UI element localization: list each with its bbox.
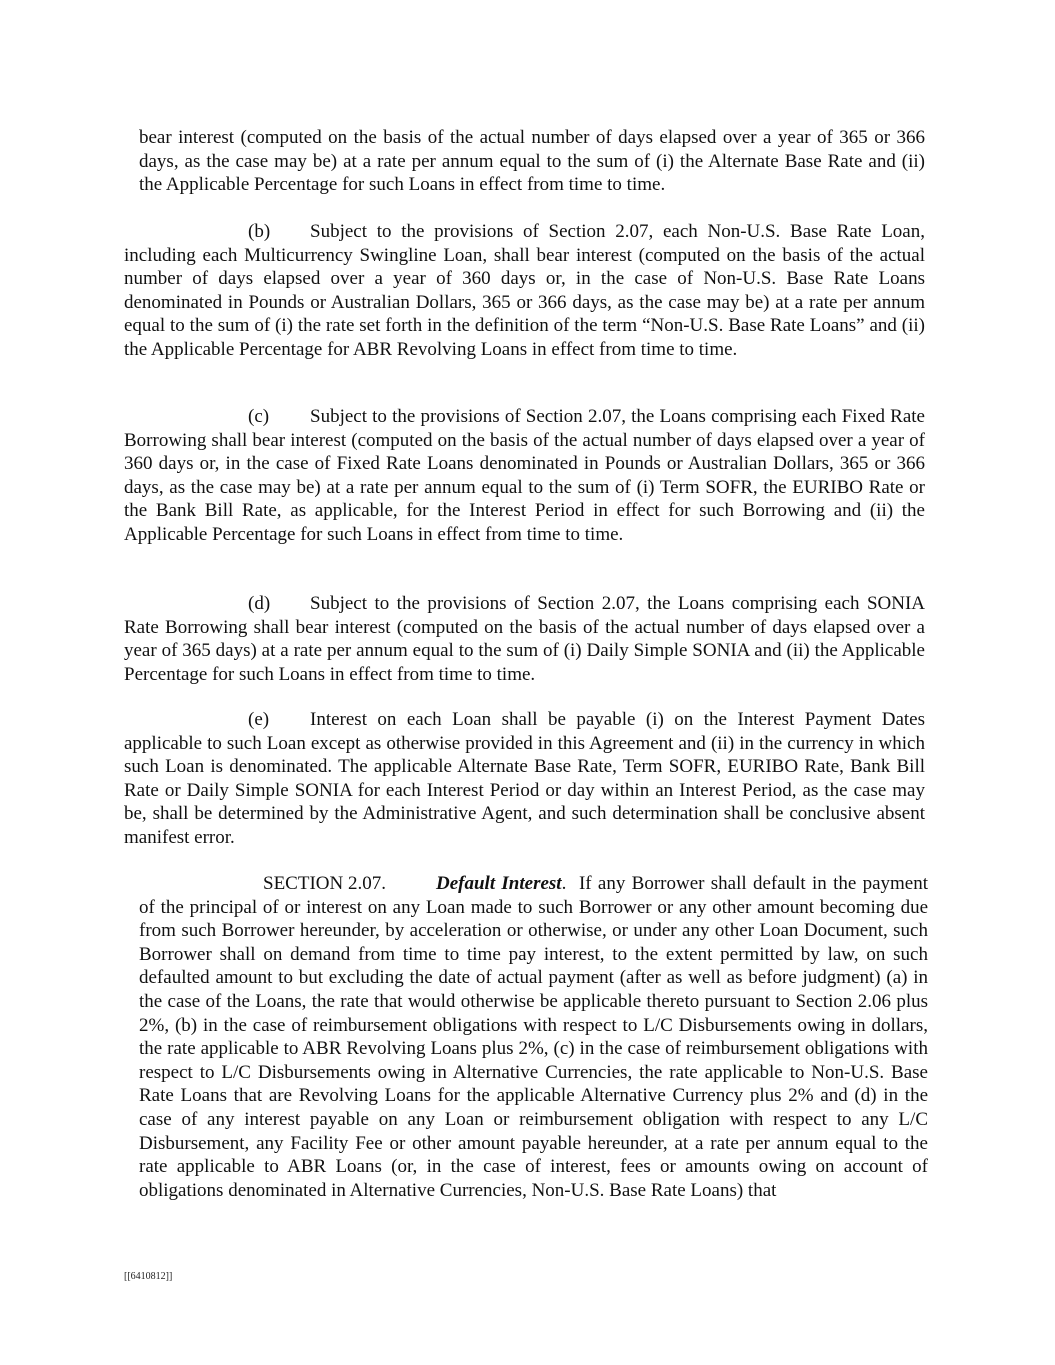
section-text: If any Borrower shall default in the payment of the principal of or interest on any Loan made to such Borrower or any other amount becoming due from such Borrower hereunder, by acceleration or otherwise, or under any other Loan Document, such Borrower shall on demand from time to time pay interest, to the extent permitted by law, on such defaulted amount to but excluding the date of actual payment (after as well as before judgment) (a) in the case of the Loans, the rate that would otherwise be applicable thereto pursuant to Section 2.06 plus 2%, (b) in the case of reimbursement obligations with respect to L/C Disbursements owing in dollars, the rate applicable to ABR Revolving Loans plus 2%, (c) in the case of reimbursement obligations with respect to L/C Disbursements owing in Alternative Currencies, the rate applicable to Non-U.S. Base Rate Loans that are Revolving Loans for the applicable Alternative Currency plus 2% and (d) in the case of any interest payable on any Loan or reimbursement obligation with respect to any L/C Disbursement, any Facility Fee or other amount payable hereunder, at a rate per annum equal to the rate applicable to ABR Loans (or, in the case of interest, fees or amounts owing on account of obligations denominated in Alternative Currencies, Non-U.S. Base Rate Loans) that: [139, 873, 929, 1201]
paragraph-text-c: Subject to the provisions of Section 2.07, the Loans comprising each Fixed Rate Borrowing shall bear interest (computed on the basis of the actual number of days elapsed over a year of 360 days or, in the case of Fixed Rate Loans denominated in Pounds or Australian Dollars, 365 or 366 days, as the case may be) at a rate per annum equal to the sum of (i) Term SOFR, the EURIBO Rate or the Bank Bill Rate, as applicable, for the Interest Period in effect for such Borrowing and (ii) the Applicable Percentage for such Loans in effect from time to time.: [124, 406, 925, 545]
section-title: Default Interest: [436, 873, 562, 894]
document-id-footer: [[6410812]]: [124, 1271, 173, 1282]
paragraph-d: [124, 592, 925, 686]
paragraph-text-b: Subject to the provisions of Section 2.07, each Non-U.S. Base Rate Loan, including each Multicurrency Swingline Loan, shall bear interest (computed on the basis of the actual number of days elapsed over a year of 360 days or, in the case of Non-U.S. Base Rate Loans denominated in Pounds or Australian Dollars, 365 or 366 days, as the case may be) at a rate per annum equal to the sum of (i) the rate set forth in the definition of the term “Non-U.S. Base Rate Loans” and (ii) the Applicable Percentage for ABR Revolving Loans in effect from time to time.: [124, 221, 925, 360]
paragraph-text-e: Interest on each Loan shall be payable (i) on the Interest Payment Dates applicable to such Loan except as otherwise provided in this Agreement and (ii) in the currency in which such Loan is denominated. The applicable Alternate Base Rate, Term SOFR, EURIBO Rate, Bank Bill Rate or Daily Simple SONIA for each Interest Period or day within an Interest Period, as the case may be, shall be determined by the Administrative Agent, and such determination shall be conclusive absent manifest error.: [124, 709, 925, 848]
paragraph-b: [124, 220, 925, 362]
section-title-punct: .: [561, 873, 567, 894]
paragraph-e: [124, 708, 925, 850]
section-number: SECTION 2.07.: [263, 873, 386, 894]
paragraph-label-d: (d): [248, 593, 271, 614]
paragraph-label-c: (c): [248, 406, 270, 427]
paragraph-label-e: (e): [248, 709, 270, 730]
continuation-paragraph: bear interest (computed on the basis of the actual number of days elapsed over a year of 365 or 366 days, as the case may be) at a rate per annum equal to the sum of (i) the Alternate Base Rate and (ii) the Applicable Percentage for such Loans in effect from time to time.: [139, 127, 925, 196]
section-2-07: [139, 872, 928, 1202]
paragraph-text-d: Subject to the provisions of Section 2.07, the Loans comprising each SONIA Rate Borrowing shall bear interest (computed on the basis of the actual number of days elapsed over a year of 365 days) at a rate per annum equal to the sum of (i) Daily Simple SONIA and (ii) the Applicable Percentage for such Loans in effect from time to time.: [124, 593, 925, 685]
paragraph-label-b: (b): [248, 221, 271, 242]
paragraph-c: [124, 405, 925, 547]
